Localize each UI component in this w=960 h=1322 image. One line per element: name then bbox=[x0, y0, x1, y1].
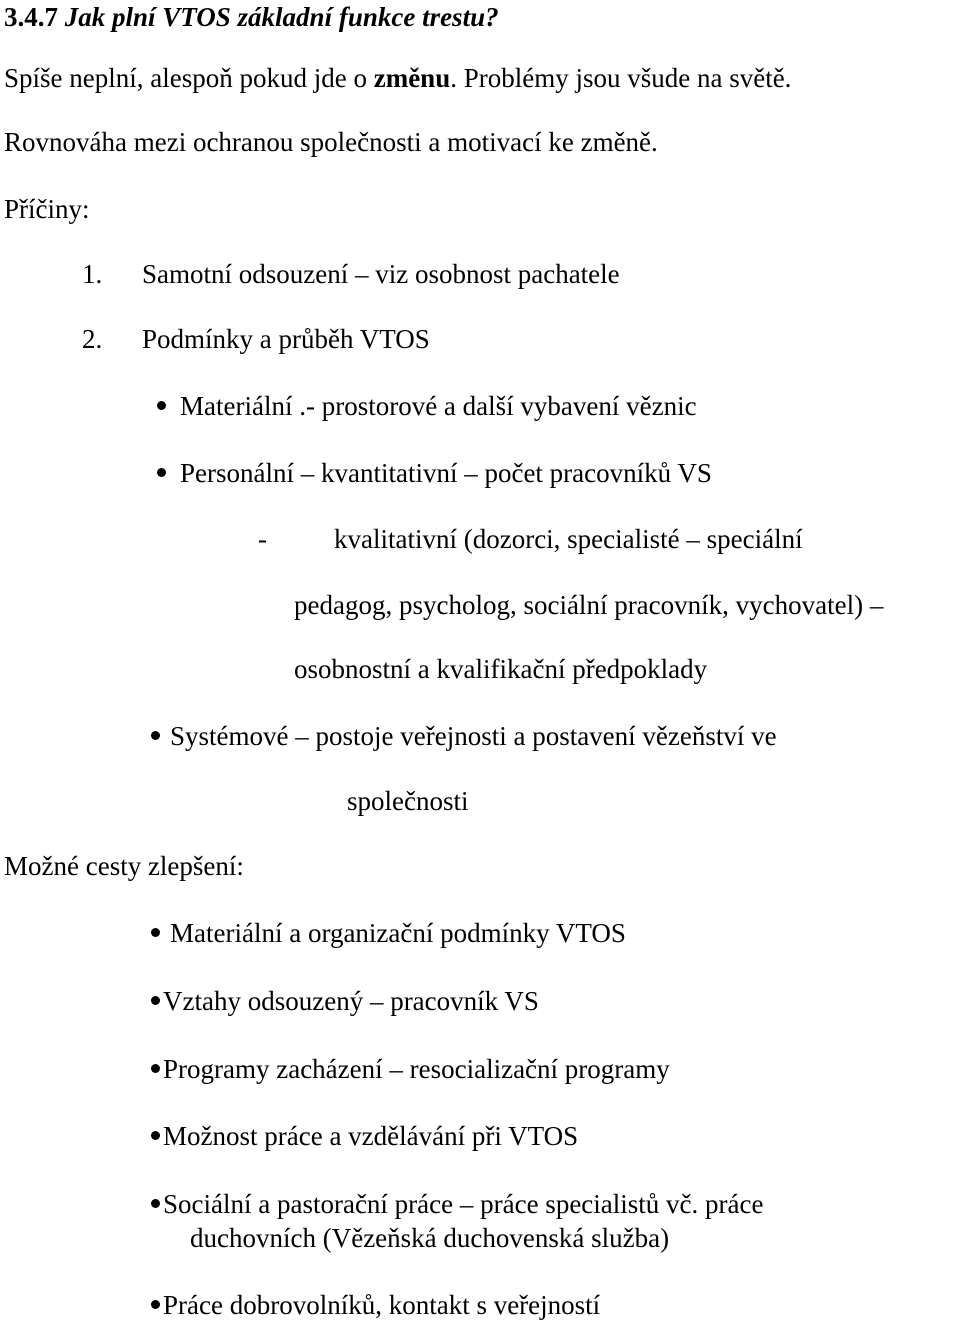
intro-line-2: Rovnováha mezi ochranou společnosti a motivací ke změně. bbox=[4, 127, 658, 157]
cause-item-text: Samotní odsouzení – viz osobnost pachatele bbox=[142, 259, 620, 289]
bullet-icon bbox=[157, 401, 166, 410]
dash-marker: - bbox=[258, 524, 267, 554]
improvement-text: Vztahy odsouzený – pracovník VS bbox=[163, 986, 539, 1016]
improvement-item bbox=[151, 920, 626, 947]
cause-item-1 bbox=[82, 261, 620, 288]
section-heading bbox=[4, 4, 499, 31]
improvements-label: Možné cesty zlepšení: bbox=[4, 851, 244, 881]
bullet-icon bbox=[151, 1064, 160, 1073]
bullet-icon bbox=[151, 1131, 160, 1140]
improvement-item bbox=[151, 1191, 763, 1218]
improvement-item bbox=[151, 1056, 670, 1083]
qualitative-line bbox=[258, 526, 803, 553]
improvement-item bbox=[151, 988, 539, 1015]
qualitative-text: kvalitativní (dozorci, specialisté – speciální bbox=[334, 524, 803, 554]
qualitative-continuation-2: osobnostní a kvalifikační předpoklady bbox=[294, 654, 708, 684]
improvement-text: Materiální a organizační podmínky VTOS bbox=[170, 918, 626, 948]
cause-item-2 bbox=[82, 326, 430, 353]
section-number: 3.4.7 bbox=[4, 2, 58, 32]
improvement-text: Práce dobrovolníků, kontakt s veřejností bbox=[163, 1290, 601, 1320]
bullet-personal bbox=[157, 460, 712, 487]
bullet-material bbox=[157, 393, 697, 420]
bullet-icon bbox=[151, 1199, 160, 1208]
improvement-text: Programy zacházení – resocializační programy bbox=[163, 1054, 670, 1084]
intro-text-post: . Problémy jsou všude na světě. bbox=[450, 63, 792, 93]
improvement-continuation: duchovních (Vězeňská duchovenská služba) bbox=[190, 1223, 670, 1253]
bullet-icon bbox=[151, 731, 160, 740]
systemic-continuation: společnosti bbox=[347, 786, 469, 816]
qualitative-continuation-1: pedagog, psycholog, sociální pracovník, vychovatel) – bbox=[294, 590, 884, 620]
bullet-text: Systémové – postoje veřejnosti a postavení vězeňství ve bbox=[170, 721, 777, 751]
bullet-icon bbox=[157, 468, 166, 477]
improvement-text: Možnost práce a vzdělávání při VTOS bbox=[163, 1121, 579, 1151]
cause-item-text: Podmínky a průběh VTOS bbox=[142, 324, 430, 354]
bullet-icon bbox=[151, 1300, 160, 1309]
intro-text-pre: Spíše neplní, alespoň pokud jde o bbox=[4, 63, 374, 93]
intro-line-1 bbox=[4, 65, 791, 92]
improvement-item bbox=[151, 1123, 578, 1150]
improvement-item bbox=[151, 1292, 600, 1319]
bullet-text: Personální – kvantitativní – počet pracovníků VS bbox=[180, 458, 712, 488]
bullet-icon bbox=[151, 928, 160, 937]
intro-emphasis: změnu bbox=[373, 63, 451, 93]
bullet-icon bbox=[151, 996, 160, 1005]
section-title: Jak plní VTOS základní funkce trestu? bbox=[64, 2, 499, 32]
bullet-text: Materiální .- prostorové a další vybavení věznic bbox=[180, 391, 697, 421]
bullet-systemic bbox=[151, 723, 777, 750]
cause-item-number: 2. bbox=[82, 324, 103, 354]
cause-item-number: 1. bbox=[82, 259, 103, 289]
causes-label: Příčiny: bbox=[4, 194, 90, 224]
improvement-text: Sociální a pastorační práce – práce specialistů vč. práce bbox=[163, 1189, 764, 1219]
